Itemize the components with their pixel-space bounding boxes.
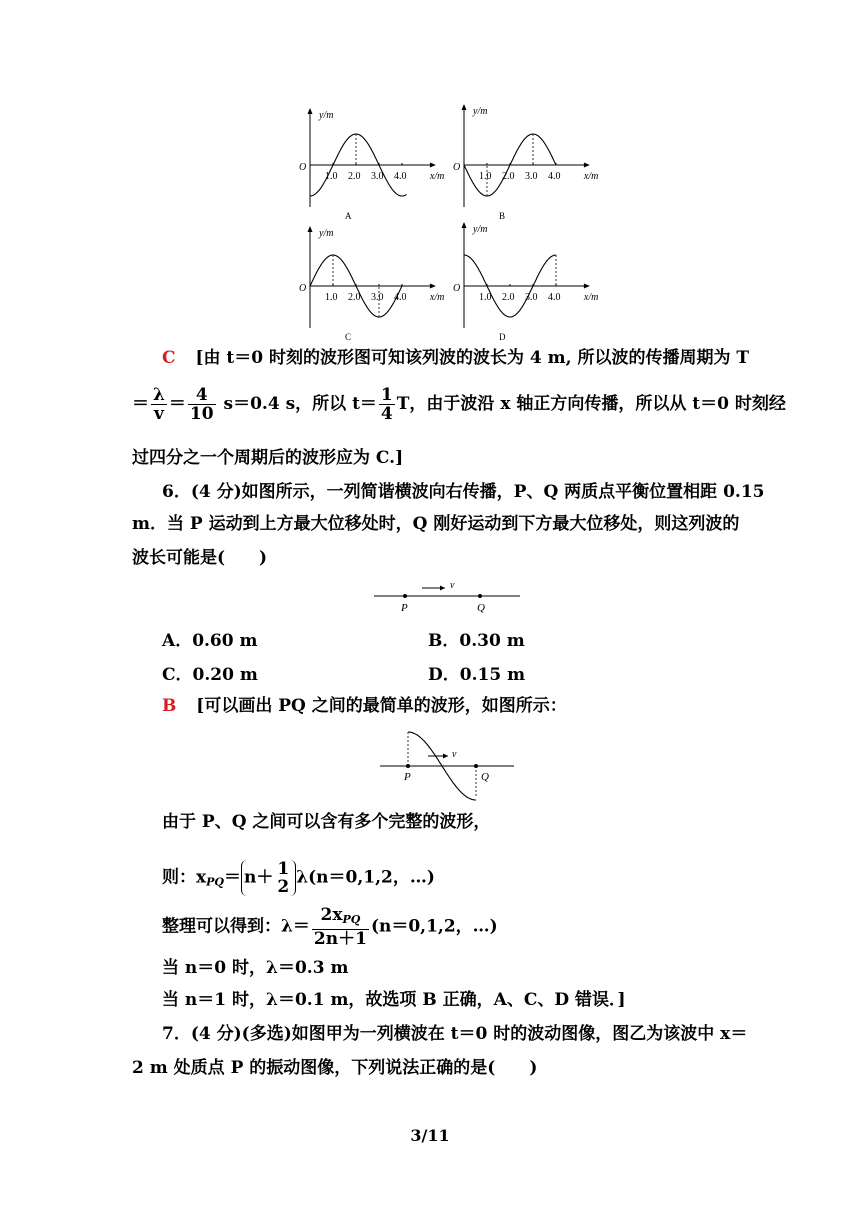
answer6-formula2: 整理可以得到：λ＝ $\frac{2x_{PQ}}{2n+1}$ (n＝0,1,2，…) xyxy=(162,905,498,949)
tick-label: 4.0 xyxy=(394,171,407,182)
tick-label: 1.0 xyxy=(479,171,492,182)
answer6-fig-q-label: Q xyxy=(481,771,489,783)
answer6-fig-v-label: v xyxy=(452,749,457,760)
q6-line3: 波长可能是( ) xyxy=(132,548,268,568)
answer5-letter: C xyxy=(162,348,176,368)
y-axis-label: y/m xyxy=(473,106,488,117)
x-axis-label: x/m xyxy=(583,171,599,182)
tick-label: 2.0 xyxy=(348,171,361,182)
q6-option-b: B．0.30 m xyxy=(428,631,525,651)
answer6-fig-p-label: P xyxy=(404,771,411,783)
parenthesis-group: n＋ 1 2 xyxy=(241,860,296,896)
wave-figures xyxy=(290,100,600,340)
q6-line2: m．当 P 运动到上方最大位移处时，Q 刚好运动到下方最大位移处，则这列波的 xyxy=(132,514,740,534)
origin-label: O xyxy=(453,283,461,294)
fraction-1-4: $\frac{1}{4}$ xyxy=(380,385,393,424)
q6-fig-v-label: v xyxy=(450,580,455,591)
answer6-line2: 由于 P、Q 之间可以含有多个完整的波形， xyxy=(162,812,491,832)
y-axis-label: y/m xyxy=(319,110,334,121)
q6-option-a: A．0.60 m xyxy=(162,631,258,651)
tick-label: 3.0 xyxy=(371,292,384,303)
tick-label: 4.0 xyxy=(548,292,561,303)
tick-label: 4.0 xyxy=(548,171,561,182)
answer5-eq-sign: ＝ xyxy=(132,394,149,414)
q6-fig-p-label: P xyxy=(401,602,408,614)
fraction-4-10: $\frac{4}{10}$ xyxy=(189,385,214,424)
figure-a xyxy=(299,108,444,221)
q6-option-d: D．0.15 m xyxy=(428,665,526,685)
panel-label: A xyxy=(345,211,352,221)
panel-label: D xyxy=(499,332,506,340)
y-axis-label: y/m xyxy=(319,228,334,239)
tick-label: 4.0 xyxy=(394,292,407,303)
tick-label: 3.0 xyxy=(525,292,538,303)
answer6-figure xyxy=(378,726,518,802)
tick-label: 3.0 xyxy=(525,171,538,182)
answer6-line6: 当 n＝1 时，λ＝0.1 m，故选项 B 正确，A、C、D 错误．] xyxy=(162,990,626,1010)
tick-label: 2.0 xyxy=(502,171,515,182)
tick-label: 1.0 xyxy=(325,292,338,303)
origin-label: O xyxy=(453,162,461,173)
answer5-text1: [由 t＝0 时刻的波形图可知该列波的波长为 4 m, 所以波的传播周期为 T xyxy=(195,348,750,368)
x-axis-label: x/m xyxy=(429,171,445,182)
answer6-formula1: 则：$x_{PQ}= n+$ 1 2 λ(n＝0,1,2，…) xyxy=(162,859,435,897)
origin-label: O xyxy=(299,283,307,294)
panel-label: C xyxy=(345,332,352,340)
tick-label: 2.0 xyxy=(348,292,361,303)
answer5-line1 xyxy=(162,346,749,370)
x-axis-label: x/m xyxy=(583,292,599,303)
page-number: 3/11 xyxy=(410,1126,450,1145)
q6-fig-q-label: Q xyxy=(477,602,485,614)
tick-label: 3.0 xyxy=(371,171,384,182)
figure-c xyxy=(299,226,444,340)
q6-line1: 6．(4 分)如图所示，一列简谐横波向右传播，P、Q 两质点平衡位置相距 0.15 xyxy=(162,482,765,502)
figure-d xyxy=(453,222,598,340)
answer6-letter: B xyxy=(162,696,177,716)
tick-label: 2.0 xyxy=(502,292,515,303)
fraction-lambda-v: $\frac{\lambda}{v}$ xyxy=(153,385,165,424)
answer6-line5: 当 n＝0 时，λ＝0.3 m xyxy=(162,958,349,978)
fraction-1-2: 1 2 xyxy=(277,859,290,897)
q7-line1: 7．(4 分)(多选)如图甲为一列横波在 t＝0 时的波动图像，图乙为该波中 x＝ xyxy=(162,1024,748,1044)
answer5-line3: 过四分之一个周期后的波形应为 C.] xyxy=(132,448,404,468)
q6-option-c: C．0.20 m xyxy=(162,665,258,685)
figure-b xyxy=(453,104,598,221)
answer6-line1: B [可以画出 PQ 之间的最简单的波形，如图所示： xyxy=(162,696,567,716)
q7-line2: 2 m 处质点 P 的振动图像，下列说法正确的是( ) xyxy=(132,1058,538,1078)
tick-label: 1.0 xyxy=(479,292,492,303)
tick-label: 1.0 xyxy=(325,171,338,182)
y-axis-label: y/m xyxy=(473,224,488,235)
panel-label: B xyxy=(499,211,506,221)
fraction-lambda: $\frac{2x_{PQ}}{2n+1}$ xyxy=(313,905,367,949)
origin-label: O xyxy=(299,162,307,173)
answer5-line2: ＝ $\frac{\lambda}{v}$ ＝ $\frac{4}{10}$ s＝0.4 s，所以 t＝ $\frac{1}{4}$ T，由于波沿 x 轴正方向传播，所以从 t＝0 时刻经 xyxy=(132,385,786,424)
x-axis-label: x/m xyxy=(429,292,445,303)
q6-figure xyxy=(370,576,525,616)
